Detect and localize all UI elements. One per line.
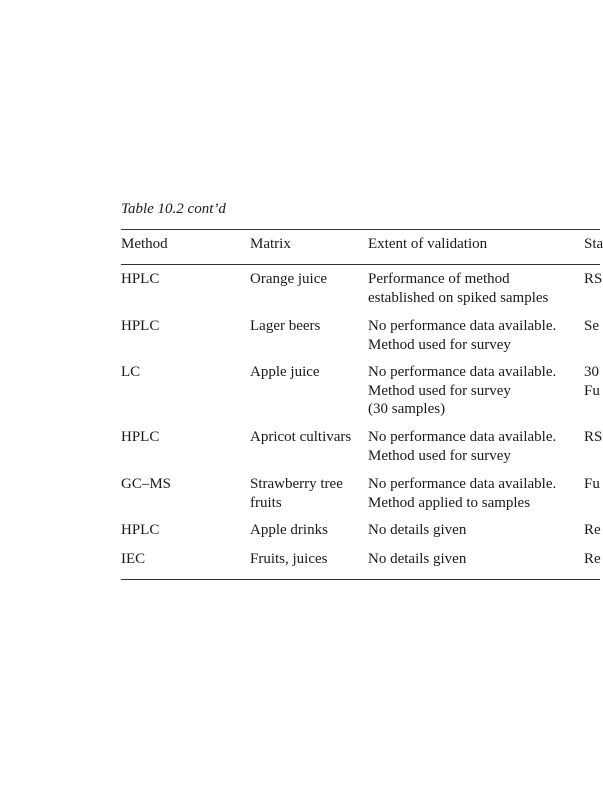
row-status: Fu xyxy=(584,476,600,492)
row-validation: No performance data available. xyxy=(368,318,557,334)
row-validation: No performance data available. xyxy=(368,476,557,492)
row-status: Se xyxy=(584,318,599,334)
row-matrix: Strawberry tree xyxy=(250,476,343,492)
row-validation: Method used for survey xyxy=(368,382,511,399)
row-matrix: Lager beers xyxy=(250,318,321,334)
row-method: HPLC xyxy=(121,429,160,445)
row-matrix: fruits xyxy=(250,494,282,511)
row-matrix: Orange juice xyxy=(250,271,328,287)
row-method: IEC xyxy=(121,551,146,567)
row-method: HPLC xyxy=(121,522,160,538)
table-caption: Table 10.2 cont’d xyxy=(121,201,226,217)
header-status: Sta xyxy=(584,236,603,252)
header-method: Method xyxy=(121,236,168,252)
row-status: Re xyxy=(584,522,601,538)
row-validation: No details given xyxy=(368,522,467,538)
header-matrix: Matrix xyxy=(250,236,291,252)
row-matrix: Apple drinks xyxy=(250,522,328,538)
header-validation: Extent of validation xyxy=(368,236,488,252)
row-status: 30 xyxy=(584,364,599,380)
row-method: HPLC xyxy=(121,318,160,334)
row-validation: No performance data available. xyxy=(368,429,557,445)
row-status: RS xyxy=(584,271,603,287)
row-validation: Method applied to samples xyxy=(368,494,531,511)
row-validation: No details given xyxy=(368,551,467,567)
row-validation: Method used for survey xyxy=(368,447,511,464)
row-method: GC–MS xyxy=(121,476,172,492)
top-rule xyxy=(121,229,600,230)
row-validation: Method used for survey xyxy=(368,336,511,353)
row-validation: established on spiked samples xyxy=(368,289,549,306)
bottom-rule xyxy=(121,579,600,580)
row-status: Re xyxy=(584,551,601,567)
row-validation: (30 samples) xyxy=(368,401,446,417)
row-validation: No performance data available. xyxy=(368,364,557,380)
row-status: Fu xyxy=(584,382,600,399)
row-method: HPLC xyxy=(121,271,160,287)
row-validation: Performance of method xyxy=(368,271,510,287)
row-status: RS xyxy=(584,429,603,445)
row-method: LC xyxy=(121,364,141,380)
row-matrix: Apple juice xyxy=(250,364,320,380)
row-matrix: Apricot cultivars xyxy=(250,429,352,445)
row-matrix: Fruits, juices xyxy=(250,551,328,567)
header-rule xyxy=(121,264,600,265)
